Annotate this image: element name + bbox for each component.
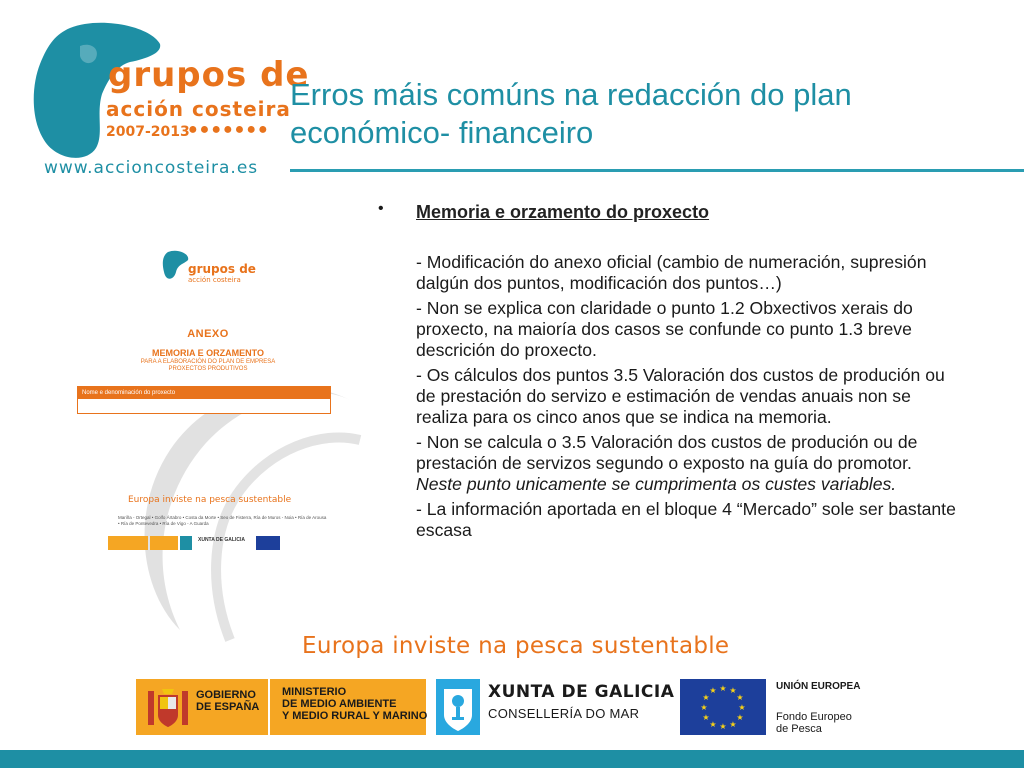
xunta-name: XUNTA DE GALICIA: [488, 682, 675, 702]
svg-text:★: ★: [719, 684, 727, 693]
thumbnail-subtitle: PARA A ELABORACIÓN DO PLAN DE EMPRESA: [140, 359, 276, 365]
point-item: [416, 432, 956, 495]
gobierno-label: [196, 689, 259, 713]
ministerio-line-2: DE MEDIO AMBIENTE: [282, 698, 397, 710]
logo-url: www.accioncosteira.es: [44, 158, 259, 178]
svg-text:★: ★: [702, 693, 710, 702]
svg-text:★: ★: [719, 722, 727, 731]
thumbnail-memoria: MEMORIA E ORZAMENTO: [152, 348, 264, 358]
point-item: - Non se explica con claridade o punto 1.2 Obxectivos xerais do proxecto, na maioría dos casos se confunde co punto 1.3 breve descrición do proxecto.: [416, 298, 913, 360]
footer-bar: [0, 750, 1024, 768]
svg-text:★: ★: [702, 713, 710, 722]
svg-text:★: ★: [709, 720, 717, 729]
europa-slogan: Europa inviste na pesca sustentable: [302, 633, 730, 659]
thumbnail-anexo: ANEXO: [187, 328, 229, 340]
svg-text:★: ★: [700, 703, 708, 712]
svg-text:★: ★: [736, 713, 744, 722]
thumbnail-europa: Europa inviste na pesca sustentable: [128, 495, 292, 505]
logo-years: 2007-2013: [106, 124, 190, 140]
thumbnail-field-label: Nome e denominación do proxecto: [78, 387, 330, 399]
svg-text:★: ★: [736, 693, 744, 702]
document-background-swoosh: [60, 230, 380, 650]
eu-fund-label: [776, 711, 852, 735]
title-divider: [290, 169, 1024, 172]
svg-text:★: ★: [709, 686, 717, 695]
xunta-shield-icon: [436, 679, 480, 735]
point-item: - La información aportada en el bloque 4 “Mercado” sole ser bastante escasa: [416, 499, 956, 540]
logo-dots: ●●●●●●●: [188, 121, 270, 138]
thumbnail-groups-list: Mariña - Ortegal • Golfo Ártabro • Costa da Morte • Seo de Fisterra, Ría de Muros - Noia • Ría de Arousa • Ría de Pontevedra • Ría de Vigo - A Guarda: [118, 515, 327, 526]
point-item: - Modificación do anexo oficial (cambio de numeración, supresión dalgún dos puntos, modificación dos puntos…): [416, 252, 927, 293]
eu-fund-line-1: Fondo Europeo: [776, 711, 852, 723]
logo-line-2: acción costeira: [106, 97, 291, 121]
bullet-marker: •: [378, 200, 384, 217]
ministerio-line-3: Y MEDIO RURAL Y MARINO: [282, 710, 428, 722]
thumbnail-logo-line-2: acción costeira: [188, 276, 241, 284]
point-item: - Os cálculos dos puntos 3.5 Valoración dos custos de produción ou de prestación do servizo e estimación de vendas anuais non se realiza para os cinco anos que se indica na memoria.: [416, 365, 945, 427]
thumbnail-xunta: XUNTA DE GALICIA: [198, 537, 245, 543]
thumbnail-logo-line-1: grupos de: [188, 262, 256, 276]
xunta-subtitle: CONSELLERÍA DO MAR: [488, 706, 640, 721]
logo-line-1: grupos de: [108, 55, 310, 95]
slide-title: Erros máis comúns na redacción do plan económico- financeiro: [290, 77, 852, 150]
spain-coat-of-arms-icon: [144, 685, 192, 729]
ministerio-line-1: MINISTERIO: [282, 686, 347, 698]
svg-text:★: ★: [729, 686, 737, 695]
gobierno-line-1: GOBIERNO: [196, 689, 256, 701]
eu-fund-line-2: de Pesca: [776, 723, 822, 735]
thumbnail-field-box: [77, 386, 331, 414]
gobierno-line-2: DE ESPAÑA: [196, 701, 260, 713]
eu-title: UNIÓN EUROPEA: [776, 681, 861, 692]
thumbnail-proxectos: PROXECTOS PRODUTIVOS: [168, 366, 248, 372]
svg-text:★: ★: [738, 703, 746, 712]
point-italic-note: Neste punto unicamente se cumprimenta os custes variables.: [416, 474, 897, 494]
ministerio-label: [282, 686, 427, 722]
svg-text:★: ★: [729, 720, 737, 729]
eu-flag-icon: [680, 679, 766, 735]
points-list: [416, 252, 956, 545]
section-heading: Memoria e orzamento do proxecto: [416, 202, 710, 222]
point-text: - Non se calcula o 3.5 Valoración dos custos de produción ou de prestación de servizos segundo o exposto na guía do promotor.: [416, 432, 918, 473]
